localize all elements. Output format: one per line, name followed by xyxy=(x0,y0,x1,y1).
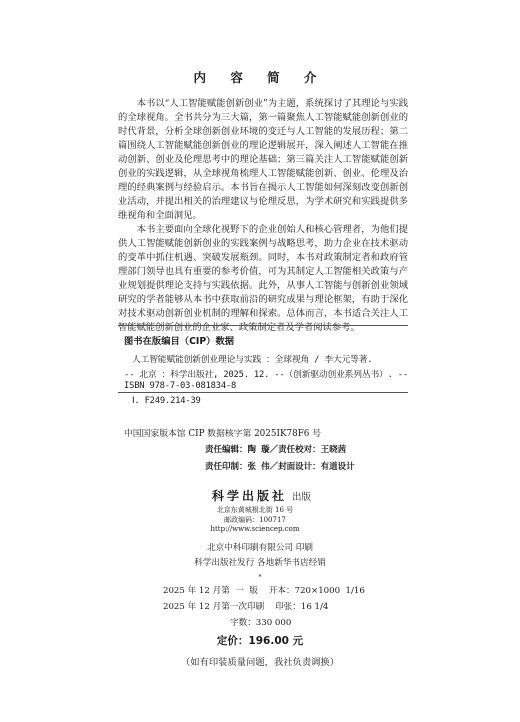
publisher-logo: 科学出版社 xyxy=(212,489,288,503)
cip-divider-rule xyxy=(118,392,408,393)
cip-data-number: 中国国家版本馆 CIP 数据核字第 2025IK78F6 号 xyxy=(124,429,321,439)
cip-title-line: 人工智能赋能创新创业理论与实践 ：全球视角 / 李大元等著. xyxy=(132,355,373,365)
production-credits: 责任印制：张 伟／封面设计：有道设计 xyxy=(205,462,355,472)
cip-isbn-line: ISBN 978-7-03-081834-8 xyxy=(124,381,237,391)
separator-star: * xyxy=(258,574,262,581)
publisher-website: http://www.sciencep.com xyxy=(210,525,300,533)
cip-classification-line: Ⅰ. F249.214-39 xyxy=(132,396,201,406)
publisher-address: 北京东黄城根北街 16 号 xyxy=(216,506,294,514)
editor-credits: 责任编辑：陶 璇／责任校对：王晓茜 xyxy=(205,445,347,455)
quality-notice: （如有印装质量问题，我社负责调换） xyxy=(180,657,340,668)
printer-line: 北京中科印刷有限公司 印刷 xyxy=(207,543,313,553)
publisher-postcode: 邮政编码：100717 xyxy=(224,516,286,524)
edition-line: 2025 年 12 月第 一 版 开本：720×1000 1/16 xyxy=(163,586,365,596)
distributor-line: 科学出版社发行 各地新华书店经销 xyxy=(194,558,326,568)
abstract-paragraph-2: 本书主要面向全球化视野下的企业创始人和核心管理者，为他们提供人工智能赋能创新创业的实践案例与战略思考，助力企业在技术驱动的变革中抓住机遇、突破发展瓶颈。同时，本书对政策制定者和政府管理部门领导也具有重要的参考价值，可为其制定人工智能相关政策与产业规划提供理论支持与实践依据。此外，从事人工智能与创新创业领域研究的学者能够从本书中获取前沿的研究成果与理论框架，有助于深化对技术驱动创新创业机制的理解和探索。总体而言，本书适合关注人工智能赋能创新创业的企业家、政策制定者及学者阅读参考。 xyxy=(118,224,408,333)
printing-line: 2025 年 12 月第一次印刷 印张：16 1/4 xyxy=(163,602,329,612)
publisher-suffix: 出版 xyxy=(292,492,312,503)
abstract-body xyxy=(118,97,408,335)
abstract-paragraph-1: 本书以“人工智能赋能创新创业”为主题，系统探讨了其理论与实践的全球视角。全书共分为三大篇，第一篇聚焦人工智能赋能创新创业的时代背景，分析全球创新创业环境的变迁与人工智能的发展历程；第二篇围绕人工智能赋能创新创业的理论逻辑展开，深入阐述人工智能在推动创新、创业及伦理思考中的理论基础；第三篇关注人工智能赋能创新创业的实践逻辑，从全球视角梳理人工智能赋能创新、创业、伦理及治理的经典案例与经验启示。本书旨在揭示人工智能如何深刻改变创新创业活动，并提出相关的治理建议与伦理反思，为学术研究和实践提供多维视角和全面洞见。 xyxy=(118,98,408,221)
cip-top-rule xyxy=(118,325,408,326)
abstract-title: 内 容 简 介 xyxy=(193,70,327,85)
cip-publisher-line: -- 北京 ：科学出版社, 2025. 12. --（创新驱动创业系列丛书）. -- xyxy=(124,370,409,380)
cip-heading: 图书在版编目（CIP）数据 xyxy=(124,336,235,347)
word-count: 字数：330 000 xyxy=(230,618,292,628)
price: 定价：196.00 元 xyxy=(216,635,304,647)
